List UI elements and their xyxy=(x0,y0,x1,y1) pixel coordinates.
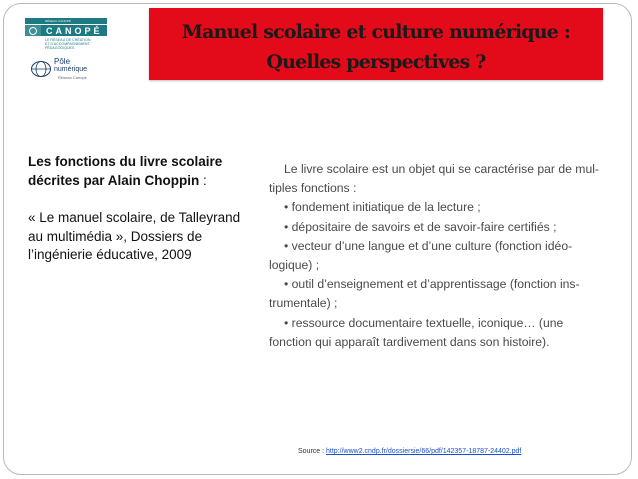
canope-subtitle: LE RÉSEAU DE CRÉATION ET D'ACCOMPAGNEMENT PÉDAGOGIQUES xyxy=(45,38,91,50)
title-band xyxy=(149,8,603,80)
excerpt-line: trumentale) ; xyxy=(269,296,338,311)
source-link[interactable]: http://www2.cndp.fr/dossiersie/66/pdf/142357-18787-24402.pdf xyxy=(326,448,522,455)
excerpt-line: logique) ; xyxy=(269,258,320,273)
excerpt-line: • vecteur d’une langue et d’une culture (fonction idéo- xyxy=(284,238,573,253)
left-reference: « Le manuel scolaire, de Talleyrand au multimédia », Dossiers de l’ingénierie éducative, 2009 xyxy=(28,210,241,262)
left-heading-wrap xyxy=(28,153,243,190)
canope-top-line: RÉSEAU CANOPÉ xyxy=(25,18,107,24)
excerpt-line: tiples fonctions : xyxy=(269,181,357,196)
pole-logo-line2: numérique xyxy=(54,66,88,73)
excerpt-line: • dépositaire de savoirs et de savoir-faire certifiés ; xyxy=(284,219,557,234)
source-citation xyxy=(298,448,521,455)
excerpt-line: • ressource documentaire textuelle, iconique… (une xyxy=(284,315,564,330)
excerpt-line: • outil d’enseignement et d’apprentissage (fonction ins- xyxy=(284,277,580,292)
left-text-block xyxy=(28,153,243,265)
source-label: Source : xyxy=(298,448,327,455)
canope-wordmark: CANOPÉ xyxy=(46,25,103,36)
excerpt-line: • fondement initiatique de la lecture ; xyxy=(284,200,481,215)
canope-logo xyxy=(25,18,107,52)
excerpt-line: fonction qui apparaît tardivement dans son histoire). xyxy=(269,334,550,349)
left-heading: Les fonctions du livre scolaire décrites par Alain Choppin xyxy=(28,154,223,188)
pole-numerique-logo xyxy=(30,58,100,80)
pole-numerique-icon xyxy=(30,60,52,78)
pole-logo-line1: Pôle xyxy=(54,57,71,66)
page-title-line2: Quelles perspectives ? xyxy=(266,51,486,73)
canope-bar xyxy=(25,25,107,36)
canope-mark-icon xyxy=(25,25,41,36)
page-title-line1: Manuel scolaire et culture numérique : xyxy=(181,21,571,43)
pole-logo-line3: Réseau Canopé xyxy=(58,75,87,80)
left-heading-suffix: : xyxy=(199,172,207,188)
scanned-excerpt xyxy=(269,160,609,352)
excerpt-line: Le livre scolaire est un objet qui se caractérise par de mul- xyxy=(284,162,599,176)
